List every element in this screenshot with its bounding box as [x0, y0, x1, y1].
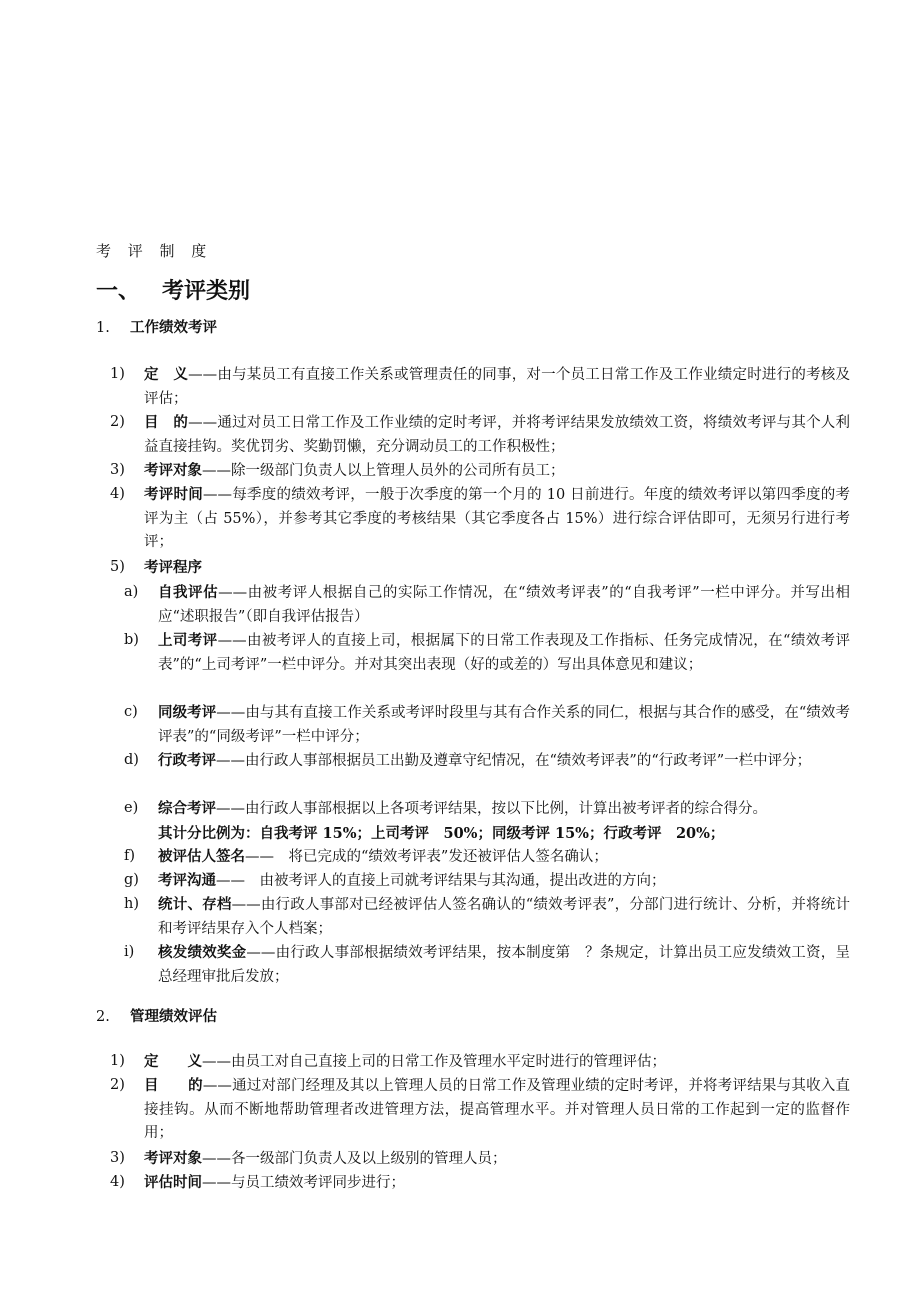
subsection-title: 管理绩效评估	[130, 1008, 217, 1025]
item-text: ——每季度的绩效考评，一般于次季度的第一个月的 10 日前进行。年度的绩效考评以第四季度的考评为主（占 55%），并参考其它季度的考核结果（其它季度各占 15%）进行综合评估即可，无须另行进行考评；	[144, 487, 851, 550]
item-marker: 4)	[110, 1174, 125, 1190]
step-term: 上司考评	[158, 632, 218, 649]
step-text: —— 由被考评人的直接上司就考评结果与其沟通，提出改进的方向；	[216, 873, 666, 889]
item-term: 考评时间	[144, 486, 203, 503]
item-term: 评估时间	[144, 1174, 202, 1191]
list-item	[110, 1171, 850, 1196]
item-term: 定 义	[144, 366, 189, 383]
step-term: 自我评估	[158, 584, 219, 601]
step-text: ——由行政人事部根据绩效考评结果，按本制度第 ？条规定，计算出员工应发绩效工资，呈总经理审批后发放；	[158, 945, 851, 985]
step-marker: e)	[124, 800, 139, 816]
step-text: —— 将已完成的“绩效考评表”发还被评估人签名确认；	[245, 849, 608, 865]
list-item	[110, 1050, 850, 1075]
step-marker: c)	[124, 704, 138, 720]
step-marker: g)	[124, 872, 139, 888]
step-text: ——由与其有直接工作关系或考评时段里与其有合作关系的同仁，根据与其合作的感受，在“绩效考评表”的“同级考评”一栏中评分；	[158, 705, 851, 745]
item-term: 考评程序	[144, 559, 202, 576]
list-item	[110, 411, 850, 459]
item-term: 考评对象	[144, 1150, 202, 1167]
step-item	[124, 581, 850, 629]
subsection-title: 工作绩效考评	[130, 319, 217, 336]
list-item	[110, 363, 850, 411]
item-marker: 2)	[110, 1077, 125, 1093]
document-title: 考 评 制 度	[96, 242, 213, 260]
step-item	[124, 797, 850, 846]
list-item	[110, 556, 850, 581]
step-item	[124, 869, 850, 894]
item-term: 定 义	[144, 1053, 202, 1070]
step-marker: d)	[124, 752, 139, 768]
item-term: 考评对象	[144, 462, 202, 479]
step-term: 考评沟通	[158, 872, 216, 889]
step-term: 统计、存档	[158, 896, 232, 913]
score-ratio-line: 其计分比例为：自我考评 15%；上司考评 50%；同级考评 15%；行政考评 20%；	[158, 824, 725, 842]
step-term: 被评估人签名	[158, 848, 245, 865]
step-text: ——由行政人事部对已经被评估人签名确认的“绩效考评表”，分部门进行统计、分析，并将统计和考评结果存入个人档案；	[158, 897, 850, 937]
subsection-number: 2.	[96, 1009, 110, 1025]
item-text: ——各一级部门负责人及以上级别的管理人员；	[202, 1151, 507, 1167]
subsection-heading-2	[96, 1005, 217, 1026]
section-heading	[96, 274, 250, 305]
item-text: ——与员工绩效考评同步进行；	[202, 1175, 405, 1191]
step-text: ——由行政人事部根据员工出勤及遵章守纪情况，在“绩效考评表”的“行政考评”一栏中评分；	[216, 753, 812, 769]
section-number: 一、	[96, 279, 141, 304]
step-item	[124, 701, 850, 749]
step-text: ——由被考评人的直接上司，根据属下的日常工作表现及工作指标、任务完成情况，在“绩效考评表”的“上司考评”一栏中评分。并对其突出表现（好的或差的）写出具体意见和建议；	[158, 633, 850, 673]
list-item	[110, 1074, 850, 1146]
step-term: 综合考评	[158, 800, 216, 817]
step-item	[124, 845, 850, 870]
item-term: 目 的	[144, 414, 189, 431]
step-term: 核发绩效奖金	[158, 944, 247, 961]
item-text: ——通过对员工日常工作及工作业绩的定时考评，并将考评结果发放绩效工资，将绩效考评与其个人利益直接挂钩。奖优罚劣、奖勤罚懒，充分调动员工的工作积极性；	[144, 415, 851, 455]
item-marker: 1)	[110, 366, 125, 382]
item-text: ——由与某员工有直接工作关系或管理责任的同事，对一个员工日常工作及工作业绩定时进行的考核及评估；	[144, 367, 851, 407]
step-text: ——由行政人事部根据以上各项考评结果，按以下比例，计算出被考评者的综合得分。	[216, 801, 767, 817]
step-marker: b)	[124, 632, 139, 648]
list-item	[110, 1147, 850, 1172]
item-marker: 3)	[110, 1150, 125, 1166]
step-text: ——由被考评人根据自己的实际工作情况，在“绩效考评表”的“自我考评”一栏中评分。并写出相应“述职报告”（即自我评估报告）	[158, 585, 850, 625]
list-item	[110, 459, 850, 484]
step-item	[124, 941, 850, 989]
step-marker: i)	[124, 944, 135, 960]
list-item	[110, 483, 850, 555]
step-marker: f)	[124, 848, 136, 864]
item-marker: 1)	[110, 1053, 125, 1069]
step-item	[124, 893, 850, 941]
step-item	[124, 749, 850, 774]
subsection-heading-1	[96, 316, 217, 337]
item-text: ——由员工对自己直接上司的日常工作及管理水平定时进行的管理评估；	[202, 1054, 666, 1070]
item-marker: 3)	[110, 462, 125, 478]
section-title: 考评类别	[162, 279, 251, 304]
item-text: ——除一级部门负责人以上管理人员外的公司所有员工；	[202, 463, 565, 479]
step-item	[124, 629, 850, 677]
subsection-number: 1.	[96, 320, 110, 336]
item-text: ——通过对部门经理及其以上管理人员的日常工作及管理业绩的定时考评，并将考评结果与其收入直接挂钩。从而不断地帮助管理者改进管理方法，提高管理水平。并对管理人员日常的工作起到一定的监督作用；	[144, 1078, 851, 1141]
item-marker: 5)	[110, 559, 125, 575]
item-marker: 4)	[110, 486, 125, 502]
step-marker: a)	[124, 584, 139, 600]
item-term: 目 的	[144, 1077, 203, 1094]
item-marker: 2)	[110, 414, 125, 430]
step-term: 同级考评	[158, 704, 217, 721]
step-marker: h)	[124, 896, 139, 912]
step-term: 行政考评	[158, 752, 216, 769]
